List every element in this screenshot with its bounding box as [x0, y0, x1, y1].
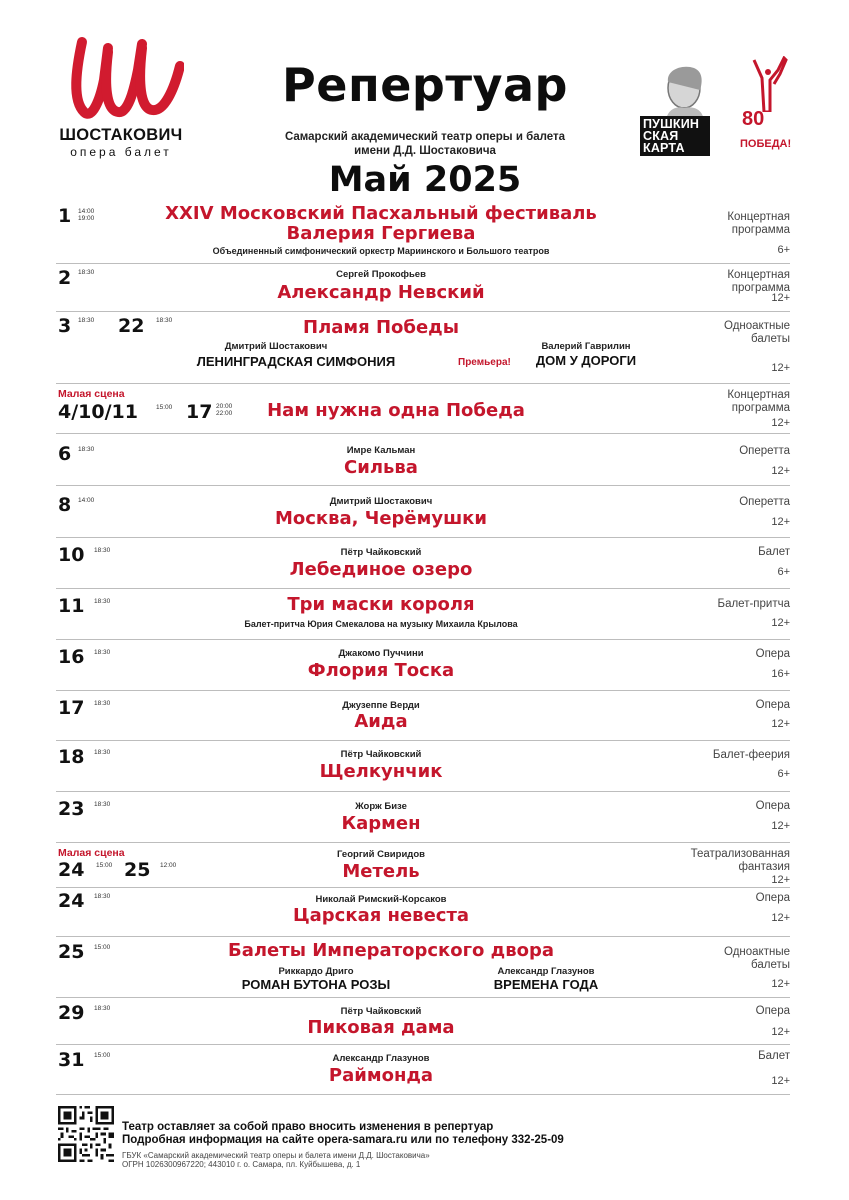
event-title: Валерия Гергиева: [286, 223, 476, 244]
event-note: Объединенный симфонический оркестр Мариинского и Большого театров: [212, 246, 550, 256]
event-time: 18:30: [94, 893, 111, 900]
event-author-right: Валерий Гаврилин: [541, 341, 631, 352]
logo-subtitle: опера балет: [70, 145, 172, 159]
event-time: 18:30: [78, 317, 95, 324]
event-genre: Балет: [758, 1050, 790, 1062]
event-genre: Опера: [755, 699, 790, 711]
event-title: XXIV Московский Пасхальный фестиваль: [165, 203, 597, 224]
event-title: Александр Невский: [277, 282, 485, 303]
event-genre: Опера: [755, 1005, 790, 1017]
event-age: 12+: [771, 417, 790, 429]
event-title: Пиковая дама: [307, 1017, 455, 1038]
event-day: 16: [58, 646, 85, 668]
event-author: Джузеппе Верди: [342, 700, 420, 711]
event-age: 12+: [771, 617, 790, 629]
event-genre: Театрализованная фантазия: [690, 848, 790, 873]
event-author-left: Дмитрий Шостакович: [224, 341, 328, 352]
event-author: Георгий Свиридов: [337, 849, 425, 860]
event-time: 15:00: [96, 862, 113, 869]
pushkin-line1: ПУШКИН: [643, 117, 700, 131]
event-row: [56, 691, 790, 741]
event-day: 1: [58, 205, 72, 227]
event-day: 25: [58, 941, 85, 963]
small-stage-label: Малая сцена: [58, 388, 125, 400]
event-time: 14:00 19:00: [78, 208, 95, 222]
event-row: [56, 486, 790, 538]
event-title: Пламя Победы: [303, 317, 459, 338]
event-age: 12+: [771, 820, 790, 832]
event-time-2: 18:30: [156, 317, 173, 324]
event-time: 18:30: [78, 269, 95, 276]
event-row: [56, 312, 790, 384]
event-day: 3: [58, 315, 72, 337]
victory-number: 80: [742, 108, 765, 130]
event-author: Сергей Прокофьев: [336, 269, 426, 280]
event-age: 12+: [771, 362, 790, 374]
victory-80-logo: [740, 56, 792, 156]
event-note: Балет-притча Юрия Смекалова на музыку Михаила Крылова: [244, 619, 518, 629]
event-age: 16+: [771, 668, 790, 680]
event-genre: Одноактные балеты: [724, 946, 790, 971]
event-author: Имре Кальман: [346, 445, 416, 456]
event-time: 18:30: [94, 547, 111, 554]
event-time: 18:30: [94, 649, 111, 656]
footer-legal-address: ОГРН 1026300967220; 443010 г. о. Самара, пл. Куйбышева, д. 1: [122, 1160, 361, 1169]
event-time: 18:30: [94, 700, 111, 707]
event-day: 23: [58, 798, 85, 820]
page-title: Репертуар: [282, 58, 568, 112]
footer-disclaimer: Театр оставляет за собой право вносить изменения в репертуар: [122, 1121, 494, 1133]
event-title: Флория Тоска: [307, 660, 455, 681]
event-age: 12+: [771, 516, 790, 528]
theatre-name: [200, 130, 650, 158]
event-row: [56, 843, 790, 888]
event-genre: Балет-феерия: [712, 749, 790, 761]
event-time: 18:30: [94, 801, 111, 808]
event-genre: Оперетта: [739, 496, 790, 508]
event-title: Аида: [354, 711, 408, 732]
event-author-right: Александр Глазунов: [497, 966, 595, 977]
event-age: 6+: [777, 768, 790, 780]
event-subtitle-left: ЛЕНИНГРАДСКАЯ СИМФОНИЯ: [196, 354, 396, 369]
event-time: 18:30: [78, 446, 95, 453]
event-genre: Одноактные балеты: [724, 320, 790, 345]
event-row: [56, 264, 790, 312]
event-row: [56, 998, 790, 1045]
event-genre: Опера: [755, 800, 790, 812]
event-author: Дмитрий Шостакович: [329, 496, 433, 507]
month-title: Май 2025: [328, 160, 522, 200]
pushkin-line3: КАРТА: [643, 141, 685, 155]
event-time: 18:30: [94, 749, 111, 756]
event-row: [56, 937, 790, 998]
event-time: 15:00: [94, 944, 111, 951]
event-day: 4/10/11: [58, 401, 138, 423]
event-day-2: 22: [118, 315, 145, 337]
event-age: 12+: [771, 1075, 790, 1087]
event-title: Балеты Императорского двора: [228, 940, 554, 961]
event-day: 24: [58, 859, 85, 881]
small-stage-label: Малая сцена: [58, 847, 125, 859]
premiere-badge: Премьера!: [458, 357, 511, 368]
event-subtitle-right: ДОМ У ДОРОГИ: [535, 353, 637, 368]
event-age: 12+: [771, 874, 790, 886]
event-genre: Опера: [755, 648, 790, 660]
event-age: 12+: [771, 465, 790, 477]
event-day: 10: [58, 544, 85, 566]
event-title: Сильва: [344, 457, 418, 478]
event-subtitle-right: ВРЕМЕНА ГОДА: [493, 977, 599, 992]
event-author-left: Риккардо Дриго: [278, 966, 354, 977]
event-time-2: 12:00: [160, 862, 177, 869]
event-genre: Концертная программа: [727, 269, 790, 294]
event-author: Пётр Чайковский: [340, 547, 422, 558]
victory-text: ПОБЕДА!: [740, 138, 792, 150]
pushkin-card-text: [640, 116, 710, 156]
event-day-2: 25: [124, 859, 151, 881]
event-title: Кармен: [341, 813, 421, 834]
event-row: [56, 888, 790, 937]
theatre-name-line2: имени Д.Д. Шостаковича: [354, 145, 496, 157]
event-author: Александр Глазунов: [332, 1053, 430, 1064]
event-time: 15:00: [156, 404, 173, 411]
event-row: [56, 589, 790, 640]
event-day-2: 17: [186, 401, 213, 423]
event-row: [56, 792, 790, 843]
event-day: 2: [58, 267, 72, 289]
event-subtitle-left: РОМАН БУТОНА РОЗЫ: [241, 977, 391, 992]
logo-sha-icon: [64, 30, 184, 125]
event-row: [56, 202, 790, 264]
event-day: 29: [58, 1002, 85, 1024]
event-title: Царская невеста: [292, 905, 470, 926]
event-row: [56, 741, 790, 792]
event-title: Метель: [342, 861, 420, 882]
qr-code-icon[interactable]: [58, 1106, 114, 1162]
event-age: 6+: [777, 566, 790, 578]
event-age: 12+: [771, 1026, 790, 1038]
event-time: 18:30: [94, 598, 111, 605]
pushkin-line2: СКАЯ: [643, 129, 679, 143]
event-age: 12+: [771, 292, 790, 304]
event-title: Нам нужна одна Победа: [267, 400, 525, 421]
event-author: Джакомо Пуччини: [338, 648, 424, 659]
event-age: 6+: [777, 244, 790, 256]
theatre-name-line1: Самарский академический театр оперы и балета: [284, 131, 566, 143]
event-day: 8: [58, 494, 72, 516]
event-author: Жорж Бизе: [355, 801, 407, 812]
event-genre: Опера: [755, 892, 790, 904]
theatre-logo: [56, 30, 196, 160]
footer-contact: Подробная информация на сайте opera-samara.ru или по телефону 332-25-09: [122, 1134, 564, 1146]
event-row: [56, 434, 790, 486]
event-genre: Оперетта: [739, 445, 790, 457]
event-time: 15:00: [94, 1052, 111, 1059]
event-row: [56, 640, 790, 691]
event-day: 31: [58, 1049, 85, 1071]
event-day: 24: [58, 890, 85, 912]
event-row: [56, 384, 790, 434]
event-title: Раймонда: [328, 1065, 434, 1086]
pushkin-portrait-icon: [654, 64, 714, 120]
event-author: Николай Римский-Корсаков: [315, 894, 447, 905]
event-genre: Балет-притча: [717, 598, 790, 610]
event-row: [56, 538, 790, 589]
event-author: Пётр Чайковский: [340, 1006, 422, 1017]
event-time: 14:00: [78, 497, 95, 504]
event-author: Пётр Чайковский: [340, 749, 422, 760]
event-age: 12+: [771, 912, 790, 924]
event-age: 12+: [771, 978, 790, 990]
event-genre: Балет: [758, 546, 790, 558]
event-genre: Концертная программа: [727, 389, 790, 414]
event-time-2: 20:00 22:00: [216, 403, 233, 417]
logo-name: ШОСТАКОВИЧ: [59, 126, 183, 144]
event-age: 12+: [771, 718, 790, 730]
pushkin-card-logo: [640, 64, 732, 154]
event-day: 18: [58, 746, 85, 768]
event-day: 17: [58, 697, 85, 719]
event-title: Лебединое озеро: [289, 559, 473, 580]
event-day: 11: [58, 595, 85, 617]
event-title: Щелкунчик: [319, 761, 443, 782]
motherland-statue-icon: [740, 56, 792, 112]
event-row: [56, 1045, 790, 1095]
event-title: Три маски короля: [287, 594, 475, 615]
event-day: 6: [58, 443, 72, 465]
footer-legal-name: ГБУК «Самарский академический театр оперы и балета имени Д.Д. Шостаковича»: [122, 1151, 430, 1160]
event-time: 18:30: [94, 1005, 111, 1012]
event-genre: Концертная программа: [727, 211, 790, 236]
event-title: Москва, Черёмушки: [274, 508, 488, 529]
